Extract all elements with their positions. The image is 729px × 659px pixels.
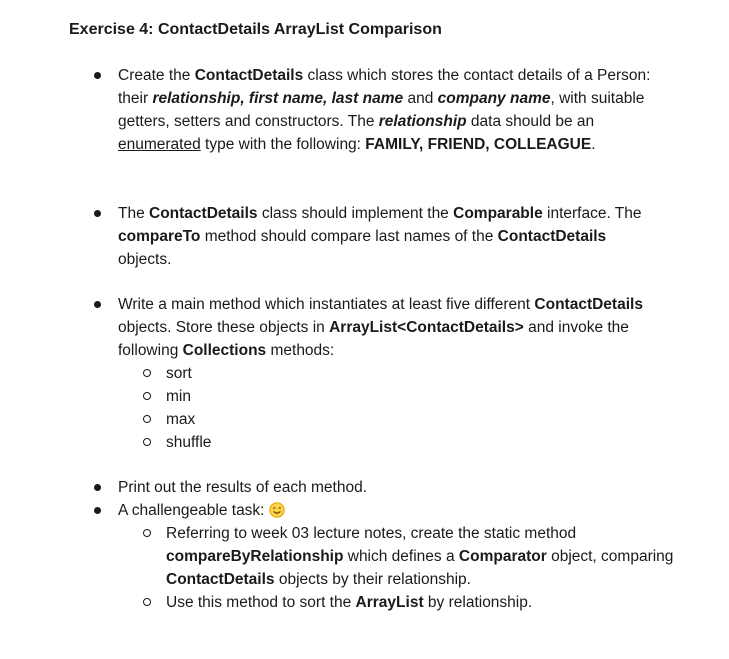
method-item-shuffle: shuffle: [118, 431, 683, 454]
smiley-emoji-icon: [269, 502, 285, 518]
task-item-main-method: Write a main method which instantiates at least five different ContactDetails objects. Store these objects in ArrayList<ContactDetails> and invoke the following Collections methods: sort min max shuffle: [118, 293, 683, 454]
method-item-min: min: [118, 385, 683, 408]
task-item-challenge: A challengeable task: Referring to week 03 lecture notes, create the static method compareByRelationship which defines a Comparator object, comparing ContactDetails objects by their relationship. Use this method to sort the ArrayList by relationship.: [118, 499, 678, 614]
task-item-print-results: Print out the results of each method.: [118, 476, 678, 499]
collections-methods-list: [118, 362, 683, 454]
challenge-subtasks: [118, 522, 678, 614]
subtask-sort-by-relationship: Use this method to sort the ArrayList by relationship.: [118, 591, 678, 614]
task-item-comparable: The ContactDetails class should implement the Comparable interface. The compareTo method should compare last names of the ContactDetails objects.: [118, 202, 663, 271]
subtask-compare-by-relationship: Referring to week 03 lecture notes, create the static method compareByRelationship which defines a Comparator object, comparing ContactDetails objects by their relationship.: [118, 522, 678, 591]
method-item-max: max: [118, 408, 683, 431]
task-item-contactdetails-class: Create the ContactDetails class which stores the contact details of a Person: their relationship, first name, last name and company name, with suitable getters, setters and constructors. The relationship data should be an enumerated type with the following: FAMILY, FRIEND, COLLEAGUE.: [118, 64, 658, 156]
exercise-title: Exercise 4: ContactDetails ArrayList Comparison: [69, 21, 442, 38]
method-item-sort: sort: [118, 362, 683, 385]
